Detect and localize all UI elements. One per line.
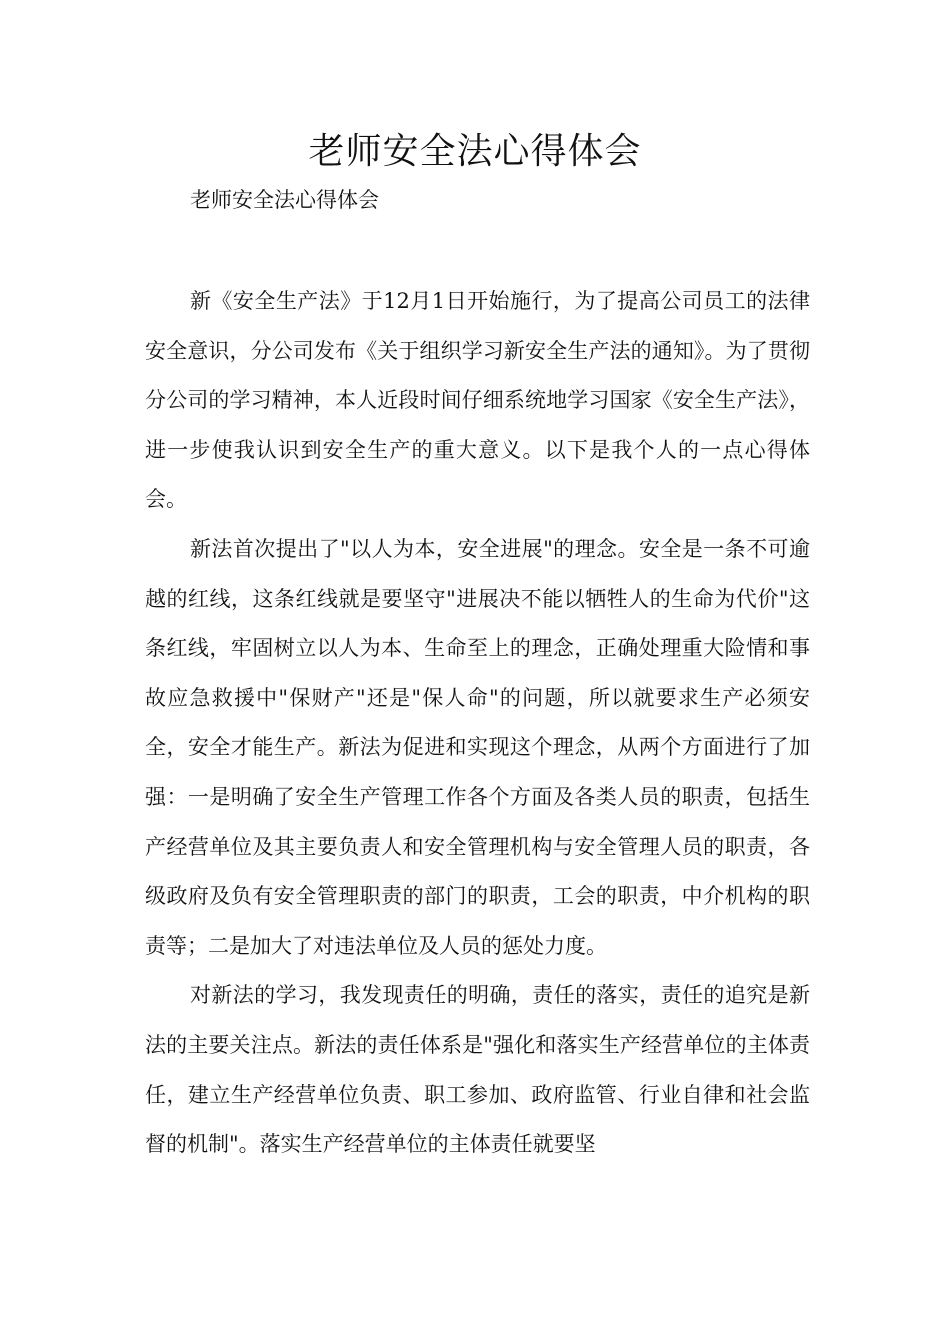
document-body xyxy=(145,277,810,1170)
document-title: 老师安全法心得体会 xyxy=(308,131,642,172)
body-paragraph-2: 新法首次提出了"以人为本，安全进展"的理念。安全是一条不可逾越的红线，这条红线就是要坚守"进展决不能以牺牲人的生命为代价"这条红线，牢固树立以人为本、生命至上的理念，正确处理重大险情和事故应急救援中"保财产"还是"保人命"的问题，所以就要求生产必须安全，安全才能生产。新法为促进和实现这个理念，从两个方面进行了加强：一是明确了安全生产管理工作各个方面及各类人员的职责，包括生产经营单位及其主要负责人和安全管理机构与安全管理人员的职责，各级政府及负有安全管理职责的部门的职责，工会的职责，中介机构的职责等；二是加大了对违法单位及人员的惩处力度。 xyxy=(145,536,810,958)
body-paragraph-1: 新《安全生产法》于12月1日开始施行，为了提高公司员工的法律安全意识，分公司发布《关于组织学习新安全生产法的通知》。为了贯彻分公司的学习精神，本人近段时间仔细系统地学习国家《安全生产法》，进一步使我认识到安全生产的重大意义。以下是我个人的一点心得体会。 xyxy=(145,289,810,512)
document-subtitle: 老师安全法心得体会 xyxy=(190,188,379,212)
body-paragraph-3: 对新法的学习，我发现责任的明确，责任的落实，责任的追究是新法的主要关注点。新法的责任体系是"强化和落实生产经营单位的主体责任，建立生产经营单位负责、职工参加、政府监管、行业自律和社会监督的机制"。落实生产经营单位的主体责任就要坚 xyxy=(145,983,810,1157)
